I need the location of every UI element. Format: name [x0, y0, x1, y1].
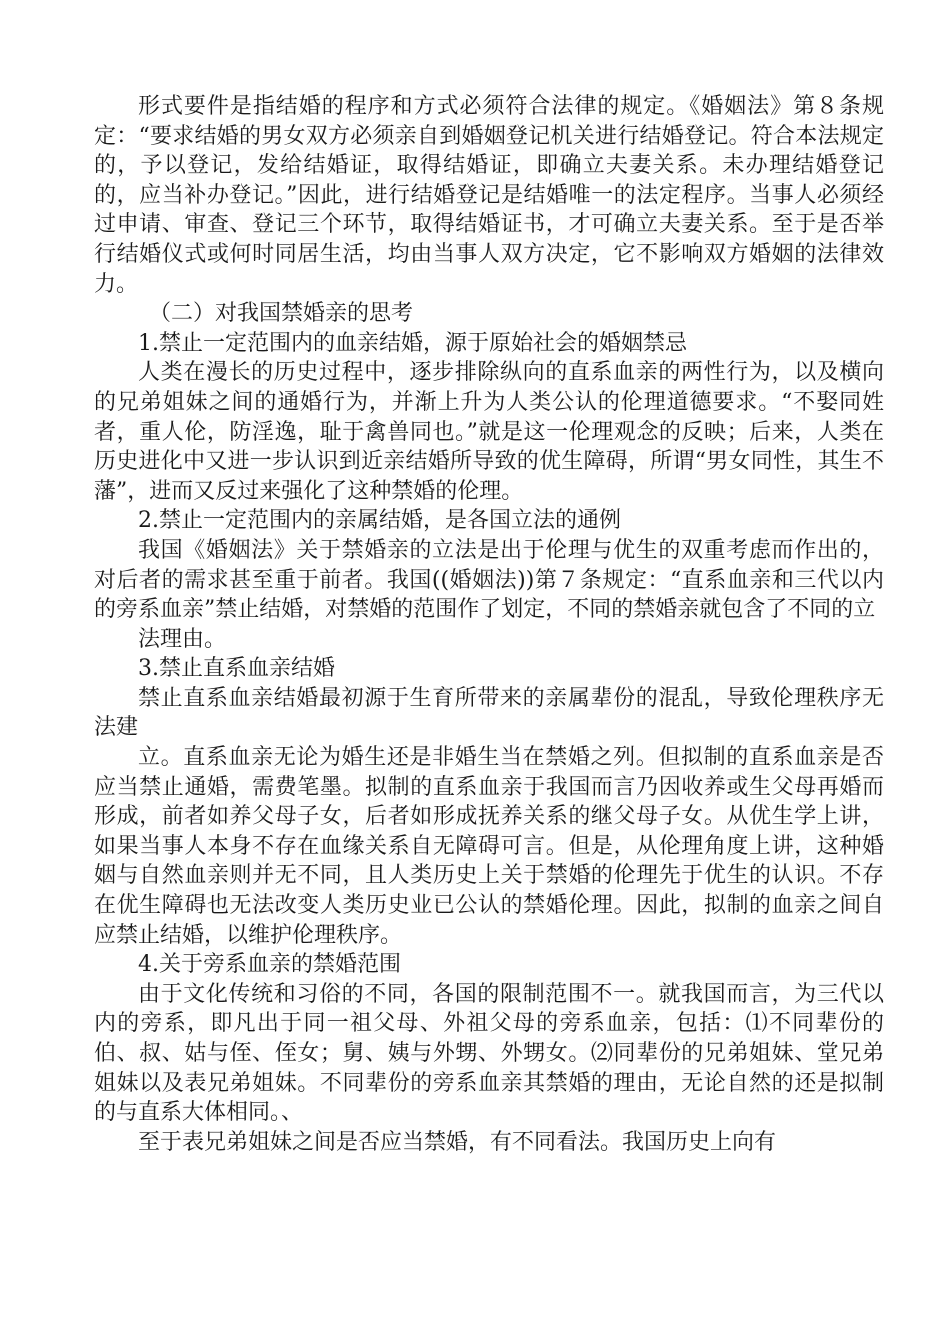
subheading-4: 4.关于旁系血亲的禁婚范围 — [138, 952, 401, 978]
paragraph-collateral-scope: 由于文化传统和习俗的不同，各国的限制范围不一。就我国而言，为三代以内的旁系，即凡出于同一祖父母、外祖父母的旁系血亲，包括：⑴不同辈份的伯、叔、姑与侄、侄女；舅、姨与外甥、外甥女。⑵同辈份的兄弟姐妹、堂兄弟姐妹以及表兄弟姐妹。不同辈份的旁系血亲其禁婚的理由，无论自然的还是拟制的与直系大体相同。、 — [94, 981, 884, 1126]
subheading-2: 2.禁止一定范围内的亲属结婚，是各国立法的通例 — [138, 508, 621, 534]
paragraph-direct-blood-1: 禁止直系血亲结婚最初源于生育所带来的亲属辈份的混乱，导致伦理秩序无法建 — [94, 685, 884, 741]
paragraph-cousins: 至于表兄弟姐妹之间是否应当禁婚，有不同看法。我国历史上向有 — [138, 1129, 777, 1155]
paragraph-human-history: 人类在漫长的历史过程中，逐步排除纵向的直系血亲的两性行为，以及横向的兄弟姐妹之间的通婚行为，并渐上升为人类公认的伦理道德要求。“不娶同姓者，重人伦，防淫逸，耻于禽兽同也。”就是这一伦理观念的反映；后来，人类在历史进化中又进一步认识到近亲结婚所导致的优生障碍，所谓“男女同性，其生不藩”，进而又反过来强化了这种禁婚的伦理。 — [94, 360, 884, 504]
subheading-1: 1.禁止一定范围内的血亲结婚，源于原始社会的婚姻禁忌 — [138, 330, 687, 356]
document-body — [94, 92, 884, 1157]
subheading-3: 3.禁止直系血亲结婚 — [138, 656, 335, 682]
paragraph-legal-reason: 法理由。 — [138, 626, 227, 652]
section-heading-2: （二）对我国禁婚亲的思考 — [149, 301, 414, 327]
paragraph-formal-requirements: 形式要件是指结婚的程序和方式必须符合法律的规定。《婚姻法》第８条规定：“要求结婚的男女双方必须亲自到婚姻登记机关进行结婚登记。符合本法规定的，予以登记，发给结婚证，取得结婚证，即确立夫妻关系。未办理结婚登记的，应当补办登记。”因此，进行结婚登记是结婚唯一的法定程序。当事人必须经过申请、审查、登记三个环节，取得结婚证书，才可确立夫妻关系。至于是否举行结婚仪式或何时同居生活，均由当事人双方决定，它不影响双方婚姻的法律效力。 — [94, 94, 884, 297]
paragraph-marriage-law: 我国《婚姻法》关于禁婚亲的立法是出于伦理与优生的双重考虑而作出的，对后者的需求甚至重于前者。我国((婚姻法))第７条规定：“直系血亲和三代以内的旁系血亲”禁止结婚，对禁婚的范围作了划定，不同的禁婚亲就包含了不同的立 — [94, 537, 884, 623]
paragraph-direct-blood-2: 立。直系血亲无论为婚生还是非婚生当在禁婚之列。但拟制的直系血亲是否应当禁止通婚，需费笔墨。拟制的直系血亲于我国而言乃因收养或生父母再婚而形成，前者如养父母子女，后者如形成抚养关系的继父母子女。从优生学上讲，如果当事人本身不存在血缘关系自无障碍可言。但是，从伦理角度上讲，这种婚姻与自然血亲则并无不同，且人类历史上关于禁婚的伦理先于优生的认识。不存在优生障碍也无法改变人类历史业已公认的禁婚伦理。因此，拟制的血亲之间自应禁止结婚，以维护伦理秩序。 — [94, 745, 884, 948]
